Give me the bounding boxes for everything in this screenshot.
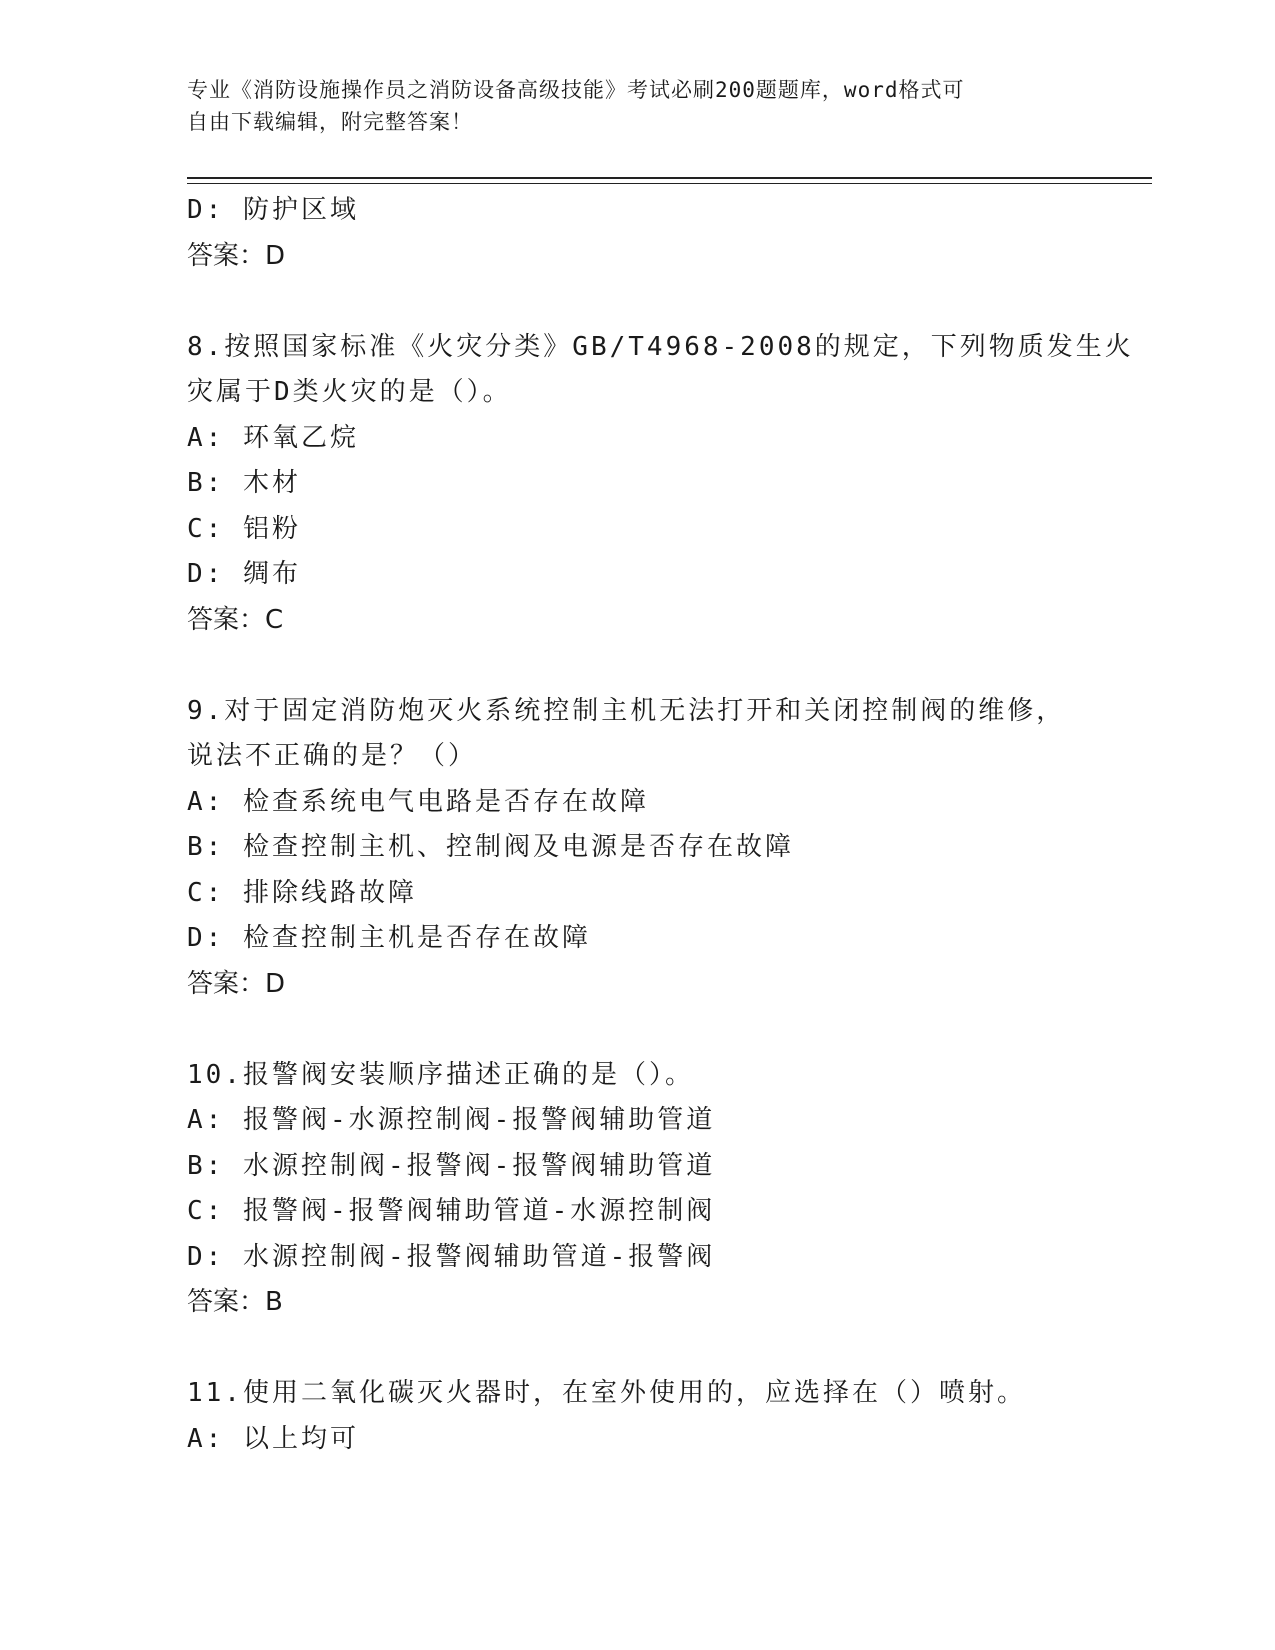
header-line-2: 自由下载编辑，附完整答案！ <box>187 110 473 134</box>
option-d: D: 绸布 <box>187 559 301 589</box>
option-b: B: 水源控制阀-报警阀-报警阀辅助管道 <box>187 1150 716 1181</box>
answer: 答案：B <box>187 1287 283 1317</box>
header-divider-thin <box>187 183 1152 184</box>
option-b: B: 检查控制主机、控制阀及电源是否存在故障 <box>187 832 794 862</box>
spacer <box>187 643 1152 689</box>
question-stem: 9.对于固定消防炮灭火系统控制主机无法打开和关闭控制阀的维修， <box>187 695 1066 726</box>
spacer <box>187 1326 1152 1372</box>
question-11 <box>187 1371 1152 1462</box>
question-stem: 8.按照国家标准《火灾分类》GB/T4968-2008的规定，下列物质发生火 <box>187 331 1134 362</box>
option-c: C: 报警阀-报警阀辅助管道-水源控制阀 <box>187 1196 716 1226</box>
answer: 答案：D <box>187 968 286 999</box>
option-a: A: 环氧乙烷 <box>187 422 359 453</box>
question-stem: 灾属于D类火灾的是（）。 <box>187 377 512 407</box>
question-8 <box>187 325 1152 644</box>
option-a: A: 以上均可 <box>187 1423 359 1454</box>
question-stem: 说法不正确的是？（） <box>187 741 478 771</box>
question-9 <box>187 689 1152 1008</box>
option-d: D: 防护区域 <box>187 195 359 225</box>
spacer <box>187 1007 1152 1053</box>
option-c: C: 排除线路故障 <box>187 877 417 908</box>
question-stem: 11.使用二氧化碳灭火器时，在室外使用的，应选择在（）喷射。 <box>187 1378 1026 1408</box>
spacer <box>187 279 1152 325</box>
answer: 答案：C <box>187 604 284 635</box>
option-d: D: 水源控制阀-报警阀辅助管道-报警阀 <box>187 1241 716 1272</box>
answer: 答案：D <box>187 240 286 271</box>
option-c: C: 铝粉 <box>187 513 301 544</box>
option-d: D: 检查控制主机是否存在故障 <box>187 923 591 953</box>
question-10 <box>187 1053 1152 1326</box>
document-header <box>187 74 1087 138</box>
document-body <box>187 188 1152 1462</box>
header-line-1: 专业《消防设施操作员之消防设备高级技能》考试必刷200题题库，word格式可 <box>187 78 965 102</box>
question-stem: 10.报警阀安装顺序描述正确的是（）。 <box>187 1059 694 1090</box>
option-a: A: 报警阀-水源控制阀-报警阀辅助管道 <box>187 1105 716 1135</box>
header-divider-thick <box>187 177 1152 179</box>
option-a: A: 检查系统电气电路是否存在故障 <box>187 786 649 817</box>
option-b: B: 木材 <box>187 468 301 498</box>
